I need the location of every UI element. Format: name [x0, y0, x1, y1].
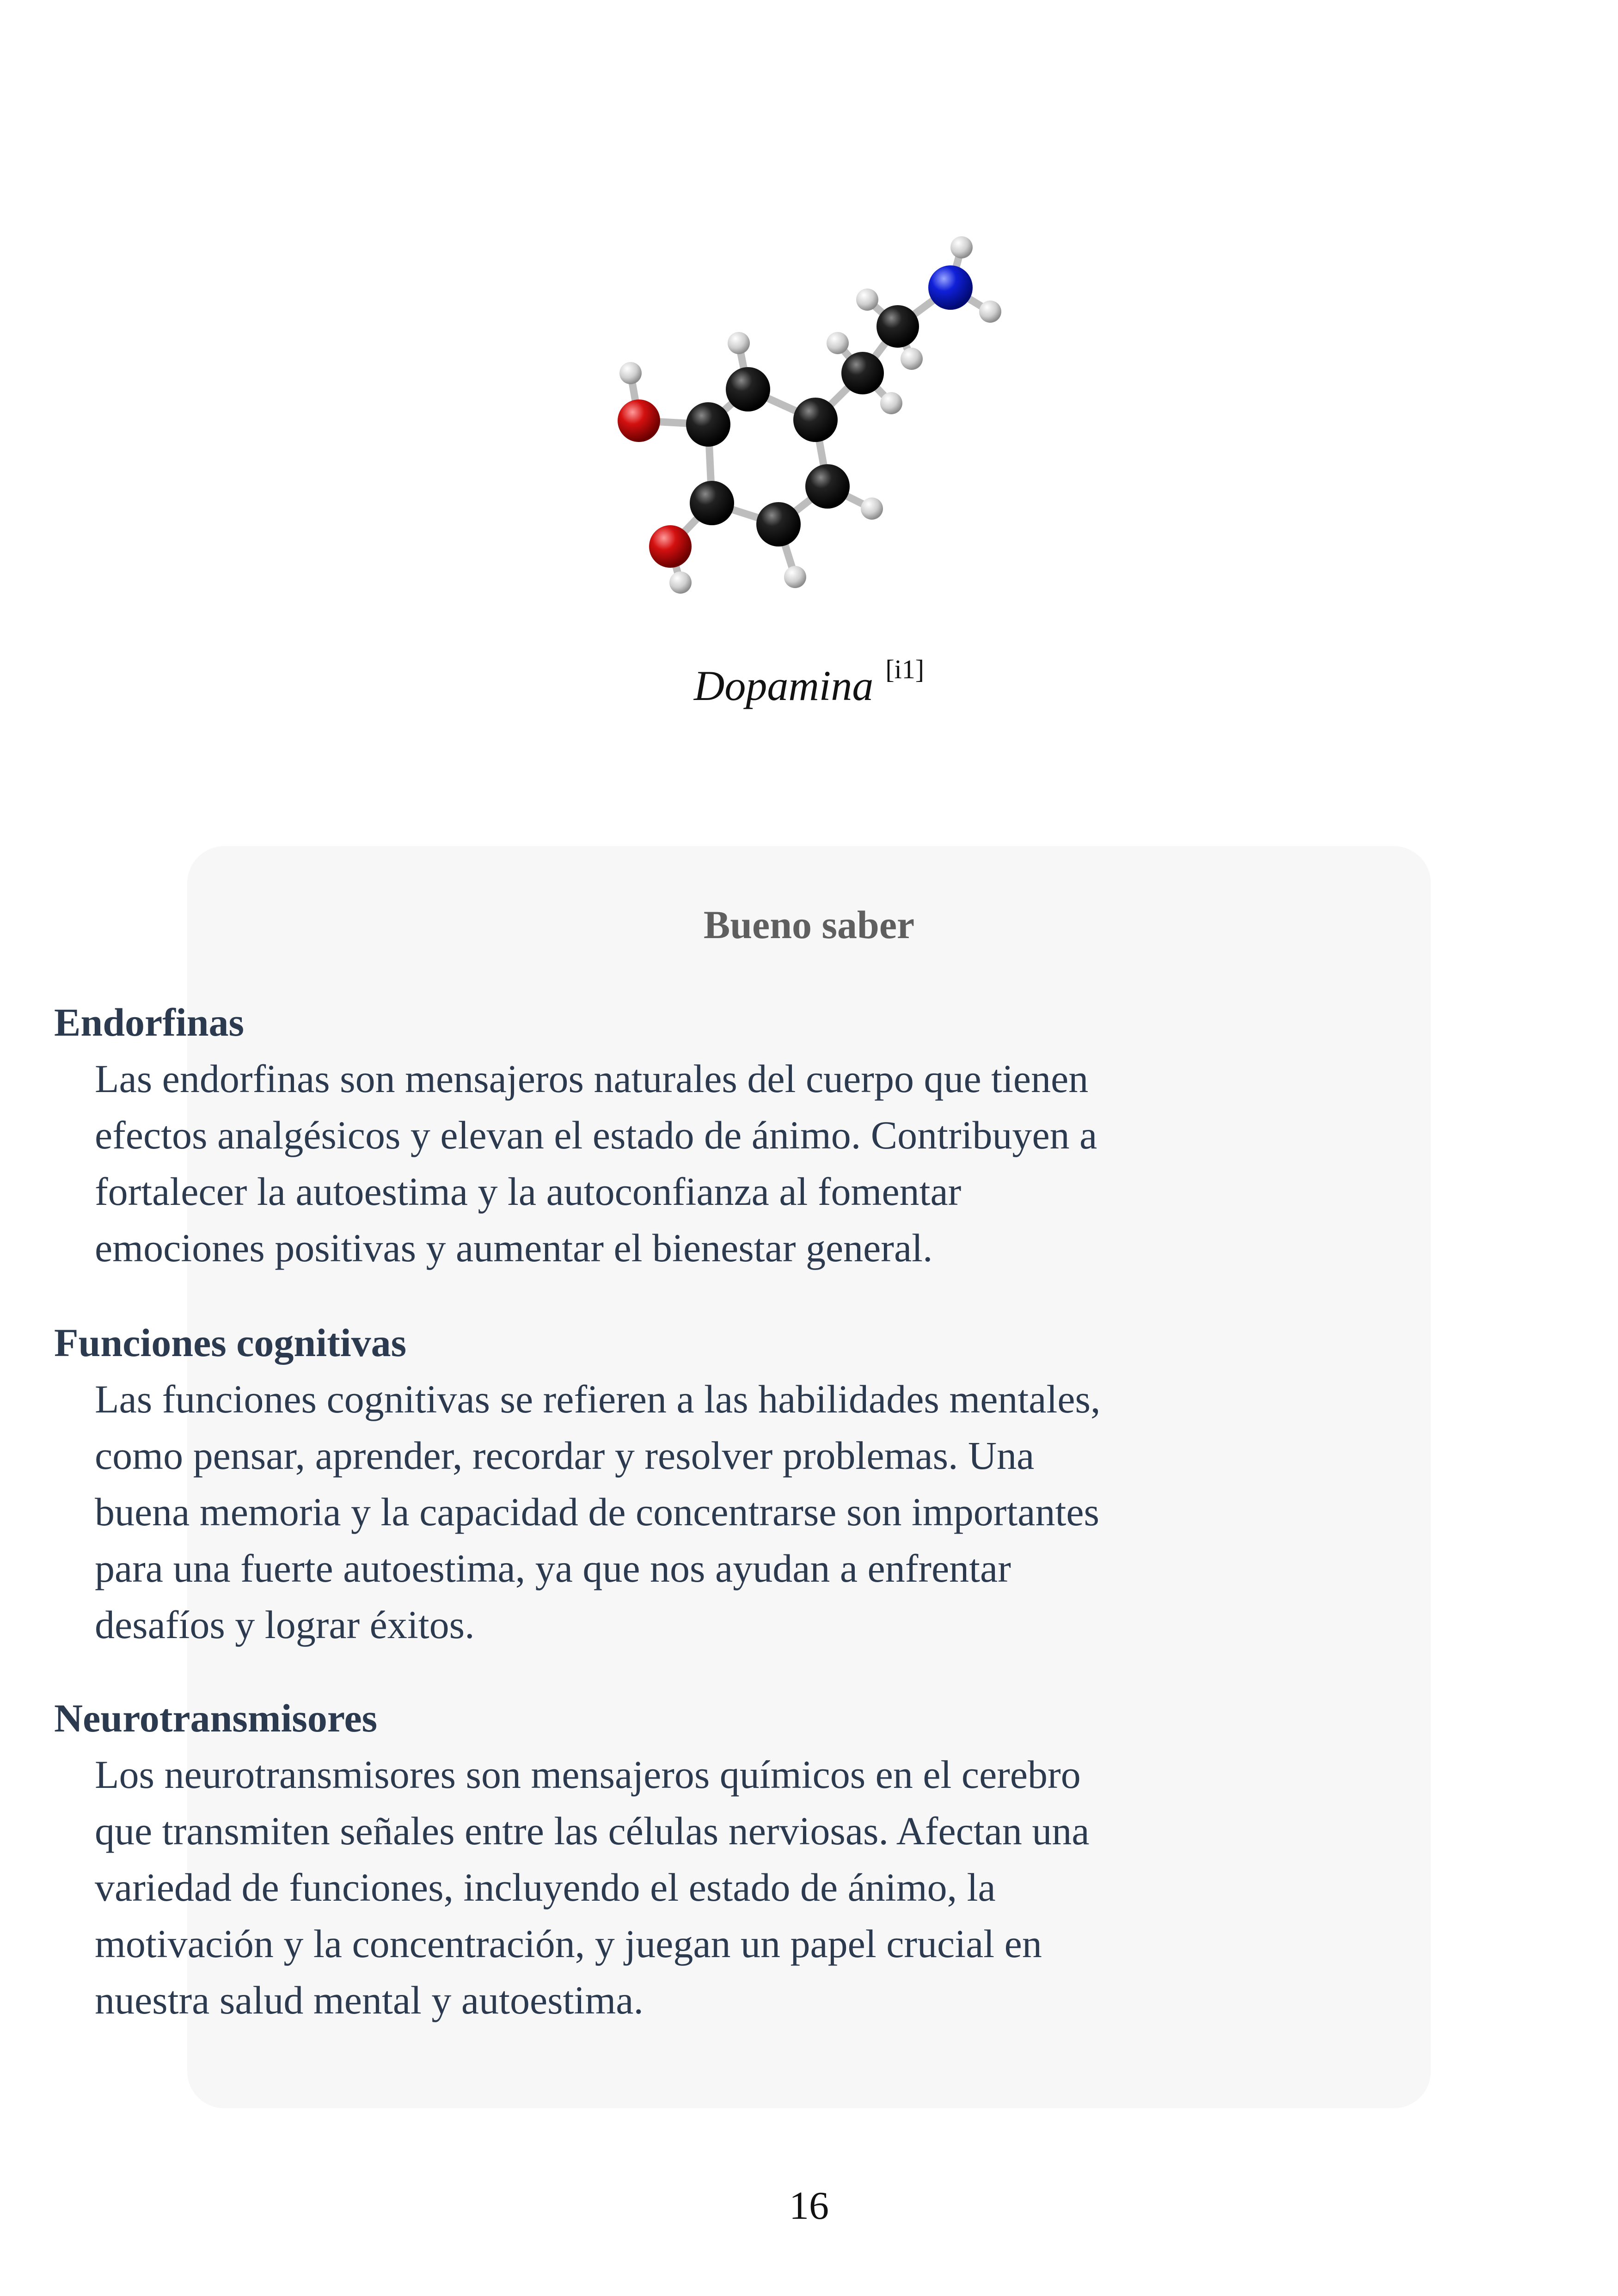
definition-line: nuestra salud mental y autoestima.	[95, 1978, 644, 2022]
definition-line: variedad de funciones, incluyendo el estado de ánimo, la	[95, 1865, 996, 1909]
glossary-definition	[54, 1371, 1201, 1653]
definition-line: para una fuerte autoestima, ya que nos ayudan a enfrentar	[95, 1546, 1011, 1590]
box-title: Bueno saber	[703, 902, 915, 947]
definition-line: motivación y la concentración, y juegan un papel crucial en	[95, 1922, 1042, 1966]
glossary-term: Neurotransmisores	[54, 1696, 378, 1740]
page-number: 16	[789, 2183, 829, 2228]
caption-text: Dopamina	[693, 662, 874, 709]
figure-caption	[0, 654, 1618, 710]
glossary-entry-neurotransmisores	[54, 1690, 1201, 2028]
dopamine-molecule-figure	[578, 217, 1040, 624]
definition-line: efectos analgésicos y elevan el estado de ánimo. Contribuyen a	[95, 1113, 1097, 1157]
definition-line: desafíos y lograr éxitos.	[95, 1602, 475, 1647]
image-reference: [i1]	[885, 654, 925, 684]
definition-line: que transmiten señales entre las células nerviosas. Afectan una	[95, 1809, 1090, 1853]
definition-line: Las endorfinas son mensajeros naturales del cuerpo que tienen	[95, 1056, 1089, 1101]
glossary-entry-funciones-cognitivas	[54, 1314, 1201, 1653]
glossary-definition	[54, 1050, 1201, 1276]
dopamine-molecule-image	[578, 217, 1040, 624]
definition-line: Los neurotransmisores son mensajeros químicos en el cerebro	[95, 1752, 1081, 1797]
glossary-term: Funciones cognitivas	[54, 1320, 407, 1365]
glossary-definition	[54, 1746, 1201, 2028]
definition-line: como pensar, aprender, recordar y resolver problemas. Una	[95, 1433, 1035, 1478]
definition-line: Las funciones cognitivas se refieren a las habilidades mentales,	[95, 1377, 1101, 1421]
definition-line: fortalecer la autoestima y la autoconfianza al fomentar	[95, 1169, 962, 1214]
definition-line: emociones positivas y aumentar el bienestar general.	[95, 1226, 933, 1270]
definition-line: buena memoria y la capacidad de concentrarse son importantes	[95, 1490, 1099, 1534]
glossary-entry-endorfinas	[54, 994, 1201, 1276]
glossary-term: Endorfinas	[54, 1000, 245, 1044]
